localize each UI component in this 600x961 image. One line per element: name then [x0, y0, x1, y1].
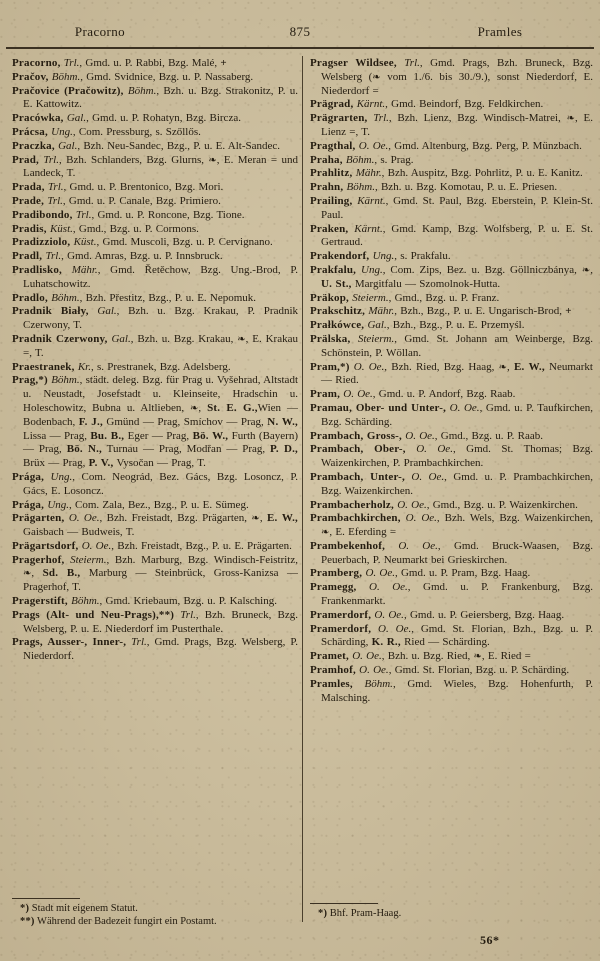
telegraph-icon: ❧	[208, 154, 217, 166]
gazetteer-entry: Prakfalu, Ung., Com. Zips, Bez. u. Bzg. Göllniczbánya, ❧, U. St., Margitfalu — Szomolnok-Hutta.	[310, 263, 593, 290]
gazetteer-entry: Pragerstift, Böhm., Gmd. Kriebaum, Bzg. u. P. Kalsching.	[12, 595, 277, 608]
gazetteer-entry: Pradizziolo, Küst., Gmd. Muscoli, Bzg. u. P. Cervignano.	[12, 236, 273, 249]
gazetteer-entry: Pramerdorf, O. Oe., Gmd. St. Florian, Bzh., Bzg. u. P. Schärding, K. R., Ried — Schärding.	[310, 622, 593, 649]
gazetteer-entry: Pramau, Ober- und Unter-, O. Oe., Gmd. u. P. Taufkirchen, Bzg. Schärding.	[310, 401, 593, 428]
gazetteer-entry: Prade, Trl., Gmd. u. P. Canale, Bzg. Primiero.	[12, 194, 221, 207]
gazetteer-entry: Pradibondo, Trl., Gmd. u. P. Roncone, Bzg. Tione.	[12, 208, 245, 221]
gazetteer-entry: Prad, Trl., Bzh. Schlanders, Bzg. Glurns, ❧, E. Meran = und Landeck, T.	[12, 153, 298, 180]
gazetteer-entry: Prahlitz, Mähr., Bzh. Auspitz, Bzg. Pohrlitz, P. u. E. Kanitz.	[310, 167, 583, 180]
gazetteer-entry: Prägrarten, Trl., Bzh. Lienz, Bzg. Windisch-Matrei, ❧, E. Lienz =, T.	[310, 112, 593, 138]
gazetteer-entry: Pramhof, O. Oe., Gmd. St. Florian, Bzg. u. P. Schärding.	[310, 664, 570, 677]
gazetteer-entry: Prägartsdorf, O. Oe., Bzh. Freistadt, Bzg., P. u. E. Prägarten.	[12, 539, 292, 552]
column-divider	[302, 56, 303, 922]
gazetteer-entry: Pradlo, Böhm., Bzh. Přestitz, Bzg., P. u. E. Nepomuk.	[12, 291, 257, 304]
gazetteer-entry: Prägrad, Kärnt., Gmd. Beindorf, Bzg. Feldkirchen.	[310, 98, 544, 111]
telegraph-icon: ❧	[321, 527, 330, 539]
telegraph-icon: ❧	[566, 113, 575, 125]
gazetteer-entry: Prags, Ausser-, Inner-, Trl., Gmd. Prags, Bzg. Welsberg, P. Niederdorf.	[12, 636, 298, 663]
gazetteer-entry: Prahn, Böhm., Bzh. u. Bzg. Komotau, P. u. E. Priesen.	[310, 181, 558, 194]
gazetteer-entry: Pramegg, O. Oe., Gmd. u. P. Frankenburg, Bzg. Frankenmarkt.	[310, 581, 593, 608]
gazetteer-entry: Prácsa, Ung., Com. Pressburg, s. Szőllős.	[12, 125, 201, 138]
gazetteer-entry: Prada, Trl., Gmd. u. P. Brentonico, Bzg. Mori.	[12, 181, 224, 194]
gazetteer-entry: Praken, Kärnt., Gmd. Kamp, Bzg. Wolfsberg, P. u. E. St. Gertraud.	[310, 222, 593, 249]
gazetteer-entry: Prakschitz, Mähr., Bzh., Bzg., P. u. E. Ungarisch-Brod, +	[310, 305, 572, 318]
gazetteer-entry: Prambach, Ober-, O. Oe., Gmd. St. Thomas; Bzg. Waizenkirchen, P. Prambachkirchen.	[310, 443, 593, 470]
telegraph-icon: ❧	[372, 71, 381, 83]
telegraph-icon: ❧	[251, 513, 260, 525]
page-header	[0, 24, 600, 44]
gazetteer-entry: Prambach, Gross-, O. Oe., Gmd., Bzg. u. P. Raab.	[310, 429, 544, 442]
footnote: *) Bhf. Pram-Haag.	[318, 908, 402, 919]
gazetteer-entry: Pracówka, Gal., Gmd. u. P. Rohatyn, Bzg. Bircza.	[12, 112, 241, 125]
left-column	[12, 57, 298, 895]
left-footnotes	[12, 898, 298, 928]
gazetteer-entry: Pradnik Biały, Gal., Bzh. u. Bzg. Krakau, P. Pradnik Czerwony, T.	[12, 305, 298, 332]
gazetteer-entry: Pragser Wildsee, Trl., Gmd. Prags, Bzh. Bruneck, Bzg. Welsberg (❧ vom 1./6. bis 30./9.), sonst Niederdorf, E. Niederdorf =	[310, 57, 593, 97]
gazetteer-entry: Pragerhof, Steierm., Bzh. Marburg, Bzg. Windisch-Feistritz, ❧, Sd. B., Marburg — Steinbrück, Gross-Kanizsa — Pragerhof, T.	[12, 553, 298, 594]
gazetteer-entry: Prałkówce, Gal., Bzh., Bzg., P. u. E. Przemyśl.	[310, 319, 525, 332]
gazetteer-entry: Prága, Ung., Com. Neográd, Bez. Gács, Bzg. Losoncz, P. Gács, E. Losoncz.	[12, 470, 298, 497]
gazetteer-entry: Pramles, Böhm., Gmd. Wieles, Bzg. Hohenfurth, P. Malsching.	[310, 677, 593, 704]
gazetteer-entry: Praha, Böhm., s. Prag.	[310, 153, 414, 166]
gazetteer-entry: Praczka, Gal., Bzh. Neu-Sandec, Bzg., P. u. E. Alt-Sandec.	[12, 139, 281, 152]
gazetteer-entry: Pradl, Trl., Gmd. Amras, Bzg. u. P. Innsbruck.	[12, 250, 223, 263]
gazetteer-entry: Pragthal, O. Oe., Gmd. Altenburg, Bzg. Perg, P. Münzbach.	[310, 139, 582, 152]
telegraph-icon: ❧	[581, 264, 591, 276]
gazetteer-entry: Prága, Ung., Com. Zala, Bez., Bzg., P. u. E. Sümeg.	[12, 498, 249, 511]
gazetteer-entry: Präkop, Steierm., Gmd., Bzg. u. P. Franz.	[310, 291, 500, 304]
gazetteer-entry: Prailing, Kärnt., Gmd. St. Paul, Bzg. Eberstein, P. Klein-St. Paul.	[310, 194, 593, 221]
gazetteer-entry: Prags (Alt- und Neu-Prags),**) Trl., Bzh. Bruneck, Bzg. Welsberg, P. u. E. Niederdorf im Pusterthale.	[12, 608, 298, 635]
gazetteer-entry: Pradnik Czerwony, Gal., Bzh. u. Bzg. Krakau, ❧, E. Krakau =, T.	[12, 332, 298, 359]
footnote: *) Stadt mit eigenem Statut.	[20, 903, 138, 914]
gazetteer-entry: Pračovice (Pračowitz), Böhm., Bzh. u. Bzg. Strakonitz, P. u. E. Kattowitz.	[12, 84, 298, 111]
gazetteer-entry: Pračov, Böhm., Gmd. Svidnice, Bzg. u. P. Nassaberg.	[12, 70, 254, 83]
gazetteer-entry: Prälska, Steierm., Gmd. St. Johann am Weinberge, Bzg. Schönstein, P. Wöllan.	[310, 332, 593, 359]
gazetteer-entry: Pram,*) O. Oe., Bzh. Ried, Bzg. Haag, ❧, E. W., Neumarkt — Ried.	[310, 360, 593, 387]
gazetteer-entry: Praestranek, Kr., s. Prestranek, Bzg. Adelsberg.	[12, 360, 231, 373]
footnote-rule	[310, 903, 378, 904]
footnote: **) Während der Badezeit fungirt ein Postamt.	[20, 916, 217, 927]
telegraph-icon: ❧	[498, 361, 507, 373]
sheet-signature: 56*	[480, 933, 500, 947]
gazetteer-entry: Prambach, Unter-, O. Oe., Gmd. u. P. Prambachkirchen, Bzg. Waizenkirchen.	[310, 470, 593, 497]
telegraph-icon: ❧	[23, 568, 32, 580]
header-keyword-right: Pramles	[477, 24, 523, 39]
gazetteer-entry: Pram, O. Oe., Gmd. u. P. Andorf, Bzg. Raab.	[310, 388, 516, 401]
header-keyword-left: Pracorno	[74, 24, 126, 39]
gazetteer-entry: Prambachkirchen, O. Oe., Bzh. Wels, Bzg. Waizenkirchen, ❧, E. Eferding =	[310, 512, 593, 539]
gazetteer-entry: Pramerdorf, O. Oe., Gmd. u. P. Geiersberg, Bzg. Haag.	[310, 608, 565, 621]
header-rule	[6, 47, 594, 49]
header-page-number: 875	[289, 24, 311, 39]
gazetteer-entry: Pramberg, O. Oe., Gmd. u. P. Pram, Bzg. Haag.	[310, 567, 531, 580]
gazetteer-entry: Pradlisko, Mähr., Gmd. Řetěchow, Bzg. Ung.-Brod, P. Luhatschowitz.	[12, 263, 298, 290]
gazetteer-entry: Pradis, Küst., Gmd., Bzg. u. P. Cormons.	[12, 222, 199, 235]
gazetteer-entry: Prägarten, O. Oe., Bzh. Freistadt, Bzg. Prägarten, ❧, E. W., Gaisbach — Budweis, T.	[12, 512, 298, 539]
gazetteer-entry: Prambacherholz, O. Oe., Gmd., Bzg. u. P. Waizenkirchen.	[310, 498, 578, 511]
gazetteer-entry: Prakendorf, Ung., s. Prakfalu.	[310, 250, 451, 263]
cross-icon: +	[220, 57, 227, 69]
gazetteer-entry: Prag,*) Böhm., städt. deleg. Bzg. für Prag u. Vyšehrad, Altstadt u. Neustadt, Josefstadt u. Kleinseite, Hradschin u. Holeschowitz, Bubna u. Altlieben, ❧, St. E. G.,Wien — Bodenbach, F. J., Gmünd — Prag, Smíchov — Prag, N. W., Lissa — Prag, Bu. B., Eger — Prag, Bö. W., Furth (Bayern) — Prag, Bö. N., Turnau — Prag, Modřan — Prag, P. D., Brüx — Prag, P. V., Vysočan — Prag, T.	[12, 374, 298, 470]
telegraph-icon: ❧	[473, 651, 482, 663]
footnote-rule	[12, 898, 80, 899]
gazetteer-entry: Pramet, O. Oe., Bzh. u. Bzg. Ried, ❧, E. Ried =	[310, 650, 531, 663]
cross-icon: +	[565, 305, 572, 318]
gazetteer-entry: Prambekenhof, O. Oe., Gmd. Bruck-Waasen, Bzg. Peuerbach, P. Neumarkt bei Grieskirchen.	[310, 539, 593, 566]
right-column	[310, 57, 593, 902]
telegraph-icon: ❧	[237, 333, 246, 345]
right-footnotes	[310, 903, 593, 920]
telegraph-icon: ❧	[190, 402, 199, 414]
gazetteer-entry: Pracorno, Trl., Gmd. u. P. Rabbi, Bzg. Malé, +	[12, 57, 227, 69]
